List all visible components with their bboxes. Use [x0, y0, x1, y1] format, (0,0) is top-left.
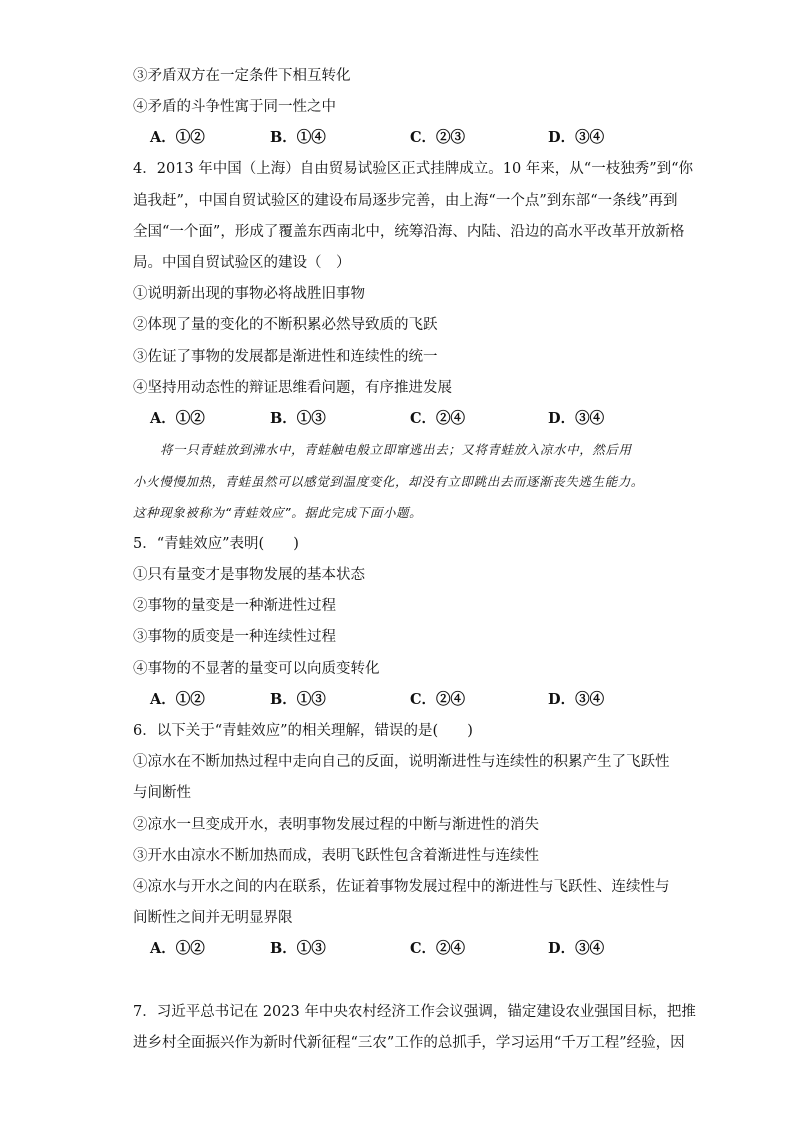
q4-options — [150, 409, 670, 429]
q5-options — [150, 690, 670, 710]
q6-options — [150, 939, 670, 959]
q6-statement-3: ③开水由凉水不断加热而成，表明飞跃性包含着渐进性与连续性 — [133, 848, 539, 864]
q3-option-d: D．③④ — [548, 129, 605, 146]
q5-option-c: C．②④ — [410, 691, 466, 708]
q6-statement-4b: 间断性之间并无明显界限 — [133, 910, 293, 926]
q5-statement-1: ①只有量变才是事物发展的基本状态 — [133, 567, 365, 583]
q4-stem-line-4: 局。中国自贸试验区的建设（ ） — [133, 255, 351, 271]
q4-statement-2: ②体现了量的变化的不断积累必然导致质的飞跃 — [133, 317, 438, 333]
q5-statement-4: ④事物的不显著的量变可以向质变转化 — [133, 661, 380, 677]
q4-statement-1: ①说明新出现的事物必将战胜旧事物 — [133, 286, 365, 302]
q4-option-c: C．②④ — [410, 410, 466, 427]
q6-option-b: B．①③ — [270, 940, 326, 957]
material-line-3: 这种现象被称为“青蛙效应”。据此完成下面小题。 — [133, 505, 423, 520]
material-line-1: 将一只青蛙放到沸水中，青蛙触电般立即窜逃出去；又将青蛙放入凉水中，然后用 — [160, 442, 632, 457]
q6-option-d: D．③④ — [548, 940, 605, 957]
material-line-2: 小火慢慢加热，青蛙虽然可以感觉到温度变化，却没有立即跳出去而逐渐丧失逃生能力。 — [133, 474, 644, 489]
q3-option-a: A．①② — [150, 129, 205, 146]
q5-stem: 5．“青蛙效应”表明( ) — [133, 536, 299, 552]
q4-option-b: B．①③ — [270, 410, 326, 427]
q3-option-b: B．①④ — [270, 129, 326, 146]
q6-statement-4a: ④凉水与开水之间的内在联系，佐证着事物发展过程中的渐进性与飞跃性、连续性与 — [133, 879, 670, 895]
q4-stem-line-3: 全国“一个面”，形成了覆盖东西南北中，统筹沿海、内陆、沿边的高水平改革开放新格 — [133, 224, 685, 240]
q5-option-b: B．①③ — [270, 691, 326, 708]
q6-statement-2: ②凉水一旦变成开水，表明事物发展过程的中断与渐进性的消失 — [133, 817, 539, 833]
q4-statement-3: ③佐证了事物的发展都是渐进性和连续性的统一 — [133, 349, 438, 365]
q4-stem-line-2: 追我赶”，中国自贸试验区的建设布局逐步完善，由上海“一个点”到东部“一条线”再到 — [133, 193, 678, 209]
q4-statement-4: ④坚持用动态性的辩证思维看问题，有序推进发展 — [133, 380, 452, 396]
q4-option-d: D．③④ — [548, 410, 605, 427]
q5-option-d: D．③④ — [548, 691, 605, 708]
q5-option-a: A．①② — [150, 691, 205, 708]
q5-statement-2: ②事物的量变是一种渐进性过程 — [133, 598, 336, 614]
q3-option-c: C．②③ — [410, 129, 466, 146]
q4-option-a: A．①② — [150, 410, 205, 427]
q6-statement-1a: ①凉水在不断加热过程中走向自己的反面，说明渐进性与连续性的积累产生了飞跃性 — [133, 754, 670, 770]
q7-stem-line-1: 7．习近平总书记在 2023 年中央农村经济工作会议强调，锚定建设农业强国目标，把推 — [133, 1004, 696, 1020]
q6-stem: 6．以下关于“青蛙效应”的相关理解，错误的是( ) — [133, 723, 473, 739]
q4-stem-line-1: 4．2013 年中国（上海）自由贸易试验区正式挂牌成立。10 年来，从“一枝独秀”到“你 — [133, 161, 694, 177]
q3-statement-3: ③矛盾双方在一定条件下相互转化 — [133, 68, 351, 84]
q6-statement-1b: 与间断性 — [133, 785, 191, 801]
q3-statement-4: ④矛盾的斗争性寓于同一性之中 — [133, 99, 336, 115]
q3-options — [150, 128, 670, 148]
q6-option-a: A．①② — [150, 940, 205, 957]
q5-statement-3: ③事物的质变是一种连续性过程 — [133, 629, 336, 645]
q7-stem-line-2: 进乡村全面振兴作为新时代新征程“三农”工作的总抓手，学习运用“千万工程”经验，因 — [133, 1035, 685, 1051]
q6-option-c: C．②④ — [410, 940, 466, 957]
